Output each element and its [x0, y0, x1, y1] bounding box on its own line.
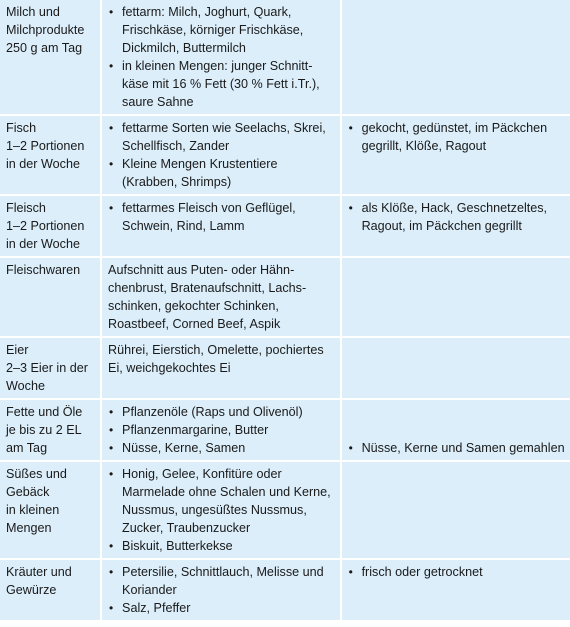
- category-label: Gebäck: [6, 485, 50, 499]
- recommended-cell: [102, 462, 340, 558]
- table-row: [0, 338, 570, 398]
- category-cell: [0, 560, 100, 620]
- table-row: [0, 0, 570, 114]
- category-label: je bis zu 2 EL: [6, 423, 82, 437]
- category-label: Milch und: [6, 5, 60, 19]
- category-label: Süßes und: [6, 467, 67, 481]
- category-label: Fleisch: [6, 201, 46, 215]
- category-label: in der Woche: [6, 237, 80, 251]
- recommended-list: [108, 199, 335, 235]
- table-row: [0, 462, 570, 558]
- category-label: 250 g am Tag: [6, 41, 83, 55]
- list-item: • in kleinen Mengen: junger Schnitt-käse mit 16 % Fett (30 % Fett i.Tr.), saure Sahne: [108, 57, 335, 111]
- table-row: [0, 400, 570, 460]
- recommended-cell: [102, 116, 340, 194]
- category-cell: [0, 338, 100, 398]
- list-item: • gekocht, gedünstet, im Päckchen gegrillt, Klöße, Ragout: [348, 119, 565, 155]
- recommended-cell: [102, 560, 340, 620]
- recommended-cell: [102, 338, 340, 398]
- category-label: Mengen: [6, 521, 52, 535]
- category-label: 1–2 Portionen: [6, 219, 85, 233]
- category-cell: [0, 116, 100, 194]
- category-label: Fleischwaren: [6, 263, 81, 277]
- category-label: Eier: [6, 343, 29, 357]
- category-label: Gewürze: [6, 583, 57, 597]
- category-label: Fisch: [6, 121, 37, 135]
- list-item: • Pflanzenöle (Raps und Olivenöl): [108, 403, 335, 421]
- category-cell: [0, 0, 100, 114]
- list-item: • fettarm: Milch, Joghurt, Quark, Frischkäse, körniger Frischkäse, Dickmilch, Buttermilch: [108, 3, 335, 57]
- recommended-list: [108, 3, 335, 111]
- table-row: [0, 258, 570, 336]
- category-cell: [0, 196, 100, 256]
- category-cell: [0, 258, 100, 336]
- recommended-cell: [102, 258, 340, 336]
- list-item: • Salz, Pfeffer: [108, 599, 335, 617]
- list-item: • Petersilie, Schnittlauch, Melisse und Koriander: [108, 563, 335, 599]
- recommended-cell: [102, 0, 340, 114]
- list-item: • Pflanzenmargarine, Butter: [108, 421, 335, 439]
- preparation-cell: [342, 0, 570, 114]
- preparation-cell: [342, 462, 570, 558]
- preparation-list: [348, 119, 565, 155]
- preparation-list: [348, 563, 565, 581]
- category-label: Woche: [6, 379, 45, 393]
- list-item: • fettarmes Fleisch von Geflügel, Schwein, Rind, Lamm: [108, 199, 335, 235]
- preparation-cell: [342, 116, 570, 194]
- preparation-cell: [342, 196, 570, 256]
- recommended-cell: [102, 400, 340, 460]
- preparation-cell: [342, 338, 570, 398]
- table-row: [0, 560, 570, 620]
- list-item: • Honig, Gelee, Konfitüre oder Marmelade ohne Schalen und Kerne, Nussmus, ungesüßtes Nussmus, Zucker, Traubenzucker: [108, 465, 335, 537]
- list-item: • als Klöße, Hack, Geschnetzeltes, Ragout, im Päckchen gegrillt: [348, 199, 565, 235]
- preparation-cell: [342, 560, 570, 620]
- category-label: 2–3 Eier in der: [6, 361, 88, 375]
- category-label: Milchprodukte: [6, 23, 85, 37]
- recommended-text: Rührei, Eierstich, Omelette, pochiertes Ei, weichgekochtes Ei: [108, 343, 324, 375]
- preparation-cell: [342, 400, 570, 460]
- category-label: am Tag: [6, 441, 48, 455]
- recommended-list: [108, 465, 335, 555]
- category-label: Kräuter und: [6, 565, 72, 579]
- category-label: in der Woche: [6, 157, 80, 171]
- recommended-cell: [102, 196, 340, 256]
- recommended-list: [108, 563, 335, 617]
- preparation-list: [348, 439, 565, 457]
- table-row: [0, 196, 570, 256]
- list-item: • Nüsse, Kerne, Samen: [108, 439, 335, 457]
- category-label: Fette und Öle: [6, 405, 83, 419]
- table-row: [0, 116, 570, 194]
- list-item: • fettarme Sorten wie Seelachs, Skrei, Schellfisch, Zander: [108, 119, 335, 155]
- list-item: • Biskuit, Butterkekse: [108, 537, 335, 555]
- recommended-list: [108, 119, 335, 191]
- category-label: in kleinen: [6, 503, 60, 517]
- category-cell: [0, 462, 100, 558]
- preparation-list: [348, 199, 565, 235]
- list-item: • Nüsse, Kerne und Samen gemahlen: [348, 439, 565, 457]
- recommended-text: Aufschnitt aus Puten- oder Hähn-chenbrust, Bratenaufschnitt, Lachs-schinken, gekochter Schinken, Roastbeef, Corned Beef, Aspik: [108, 263, 307, 331]
- recommended-list: [108, 403, 335, 457]
- preparation-cell: [342, 258, 570, 336]
- category-label: 1–2 Portionen: [6, 139, 85, 153]
- category-cell: [0, 400, 100, 460]
- list-item: • frisch oder getrocknet: [348, 563, 565, 581]
- list-item: • Kleine Mengen Krustentiere (Krabben, Shrimps): [108, 155, 335, 191]
